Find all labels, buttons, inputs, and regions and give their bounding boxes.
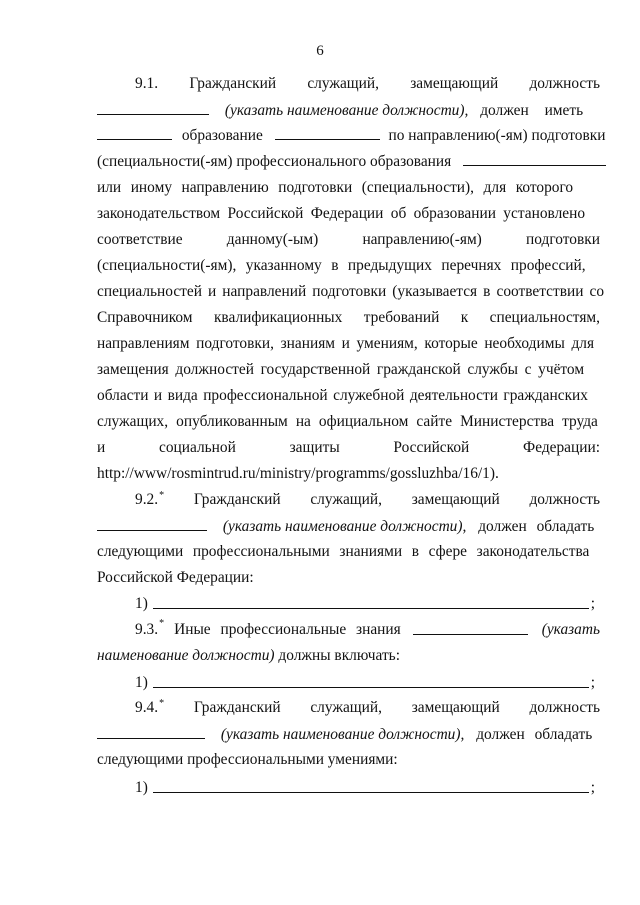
- footnote-asterisk: *: [159, 490, 165, 501]
- s91-line13: области и вида профессиональной служебной деятельности гражданских: [97, 387, 588, 404]
- blank-education-level: [97, 124, 172, 140]
- footnote-asterisk: *: [159, 618, 165, 629]
- footnote-asterisk: *: [159, 698, 165, 709]
- s91-line14: служащих, опубликованным на официальном сайте Министерства труда: [97, 413, 598, 430]
- s91-line10: Справочником квалификационных требований к специальностям,: [97, 309, 600, 326]
- blank-position-field: [97, 99, 209, 115]
- s91-line4: (специальности(-ям) профессионального образования: [97, 150, 600, 172]
- s92-item1: 1) ;: [135, 595, 595, 612]
- s92-line4: Российской Федерации:: [97, 569, 254, 586]
- blank-skill-item: [153, 777, 589, 793]
- s91-line11: направлениям подготовки, знаниям и умениям, которые необходимы для: [97, 335, 595, 352]
- s91-line9: специальностей и направлений подготовки (указывается в соответствии со: [97, 283, 605, 300]
- s91-line15: и социальной защиты Российской Федерации:: [97, 439, 600, 456]
- s93-number: 9.3.: [135, 621, 159, 638]
- s93-line2: наименование должности) должны включать:: [97, 647, 400, 664]
- s92-line3: следующими профессиональными знаниями в сфере законодательства: [97, 543, 590, 560]
- page-number: 6: [316, 43, 324, 59]
- s92-line1: 9.2.* Гражданский служащий, замещающий должность: [135, 490, 600, 508]
- blank-position-field: [97, 515, 207, 531]
- s91-line5: или иному направлению подготовки (специальности), для которого: [97, 179, 574, 196]
- s93-item1: 1) ;: [135, 674, 595, 691]
- blank-specialty: [463, 150, 606, 166]
- s91-line1: 9.1. Гражданский служащий, замещающий должность: [135, 73, 600, 95]
- s94-line1: 9.4.* Гражданский служащий, замещающий должность: [135, 698, 600, 716]
- s93-line1: 9.3. * Иные профессиональные знания (указать: [135, 619, 600, 641]
- blank-position-field: [97, 723, 205, 739]
- s91-line12: замещения должностей государственной гражданской службы с учётом: [97, 361, 585, 378]
- s91-line8: (специальности(-ям), указанному в предыдущих перечнях профессий,: [97, 257, 586, 274]
- s91-number: 9.1.: [135, 75, 159, 92]
- s92-number: 9.2.: [135, 491, 159, 508]
- s91-line7: соответствие данному(-ым) направлению(-ям) подготовки: [97, 231, 600, 248]
- s94-line3: следующими профессиональными умениями:: [97, 751, 398, 768]
- s91-line3: образование по направлению(-ям) подготовки: [97, 124, 600, 146]
- blank-knowledge-item: [153, 593, 589, 609]
- blank-position-field: [413, 619, 528, 635]
- s94-item1: 1) ;: [135, 779, 595, 796]
- s91-url: http://www/rosmintrud.ru/ministry/programms/gossluzhba/16/1).: [97, 465, 499, 482]
- s91-line6: законодательством Российской Федерации об образовании установлено: [97, 205, 586, 222]
- blank-education-type: [275, 124, 380, 140]
- s94-line2: (указать наименование должности), должен обладать: [97, 723, 600, 745]
- blank-knowledge-item: [153, 672, 589, 688]
- s92-line2: (указать наименование должности), должен обладать: [97, 515, 600, 537]
- s91-line2: (указать наименование должности), должен иметь: [97, 99, 600, 121]
- s94-number: 9.4.: [135, 699, 159, 716]
